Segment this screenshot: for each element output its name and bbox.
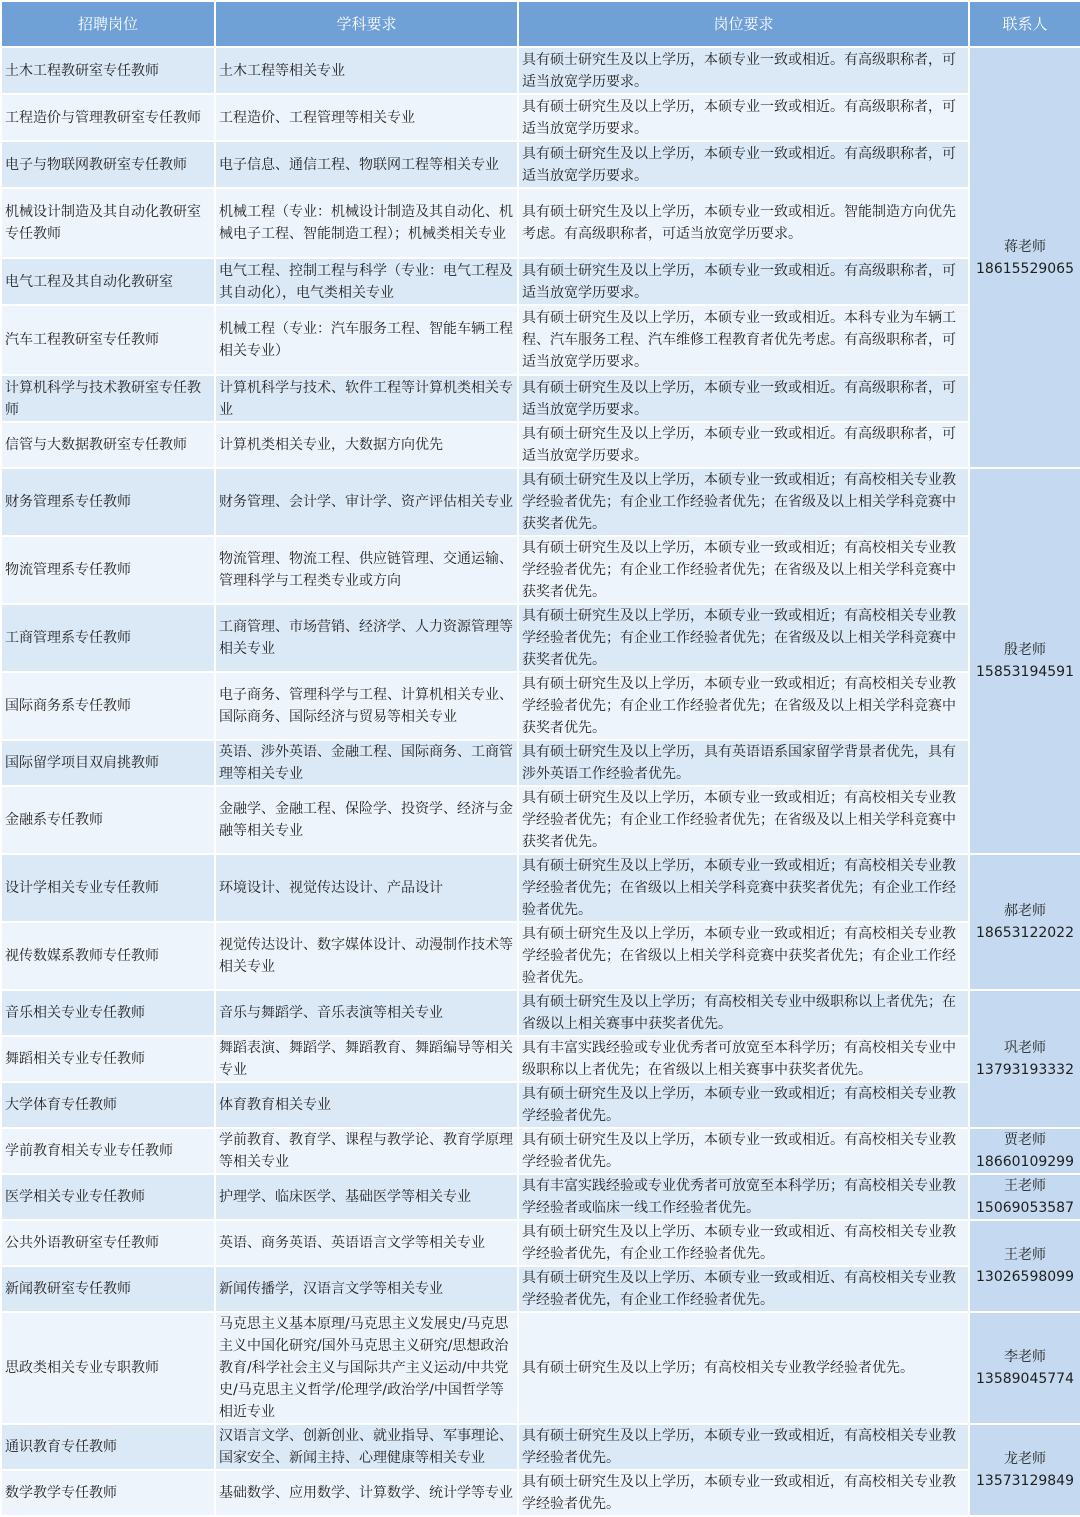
header-requirement: 岗位要求 [518,1,969,47]
discipline-cell: 英语、涉外英语、金融工程、国际商务、工商管理等相关专业 [215,740,518,786]
discipline-cell: 机械工程（专业：汽车服务工程、智能车辆工程相关专业） [215,305,518,375]
requirement-cell: 具有硕士研究生及以上学历，本硕专业一致或相近；有高校相关专业教学经验者优先；在省级以上相关学科竞赛中获奖者优先；有企业工作经验者优先。 [518,854,969,922]
position-cell: 大学体育专任教师 [1,1082,215,1128]
contact-cell [969,1312,1080,1424]
requirement-cell: 具有硕士研究生及以上学历、本硕专业一致或相近、有高校相关专业教学经验者优先，有企业工作经验者优先。 [518,1220,969,1266]
table-row [1,1220,1080,1266]
requirement-cell: 具有硕士研究生及以上学历，本硕专业一致或相近；有高校相关专业教学经验者优先；有企业工作经验者优先；在省级及以上相关学科竞赛中获奖者优先。 [518,468,969,536]
header-contact: 联系人 [969,1,1080,47]
contact-name: 郝老师 [1004,903,1046,919]
table-row [1,468,1080,536]
requirement-cell: 具有硕士研究生及以上学历，本硕专业一致或相近；有高校相关专业教学经验者优先；有企业工作经验者优先；在省级及以上相关学科竞赛中获奖者优先。 [518,672,969,740]
table-row [1,1470,1080,1516]
table-row [1,141,1080,188]
table-row [1,1128,1080,1174]
table-row [1,990,1080,1036]
requirement-cell: 具有硕士研究生及以上学历，具有英语语系国家留学背景者优先，具有涉外英语工作经验者优先。 [518,740,969,786]
position-cell: 设计学相关专业专任教师 [1,854,215,922]
position-cell: 国际留学项目双肩挑教师 [1,740,215,786]
discipline-cell: 电子信息、通信工程、物联网工程等相关专业 [215,141,518,188]
position-cell: 音乐相关专业专任教师 [1,990,215,1036]
table-row [1,604,1080,672]
contact-cell [969,468,1080,854]
contact-phone: 13589045774 [976,1371,1074,1387]
contact-cell [969,1174,1080,1220]
table-row [1,1036,1080,1082]
contact-cell [969,47,1080,468]
position-cell: 思政类相关专业专职教师 [1,1312,215,1424]
position-cell: 财务管理系专任教师 [1,468,215,536]
discipline-cell: 工商管理、市场营销、经济学、人力资源管理等相关专业 [215,604,518,672]
table-row [1,305,1080,375]
contact-phone: 18660109299 [976,1154,1074,1170]
discipline-cell: 机械工程（专业：机械设计制造及其自动化、机械电子工程、智能制造工程）；机械类相关专业 [215,188,518,258]
table-row [1,740,1080,786]
header-position: 招聘岗位 [1,1,215,47]
requirement-cell: 具有硕士研究生及以上学历，本硕专业一致或相近。有高级职称者，可适当放宽学历要求。 [518,375,969,422]
discipline-cell: 金融学、金融工程、保险学、投资学、经济与金融等相关专业 [215,786,518,854]
position-cell: 电子与物联网教研室专任教师 [1,141,215,188]
discipline-cell: 学前教育、教育学、课程与教学论、教育学原理等相关专业 [215,1128,518,1174]
contact-cell [969,1128,1080,1174]
position-cell: 医学相关专业专任教师 [1,1174,215,1220]
discipline-cell: 物流管理、物流工程、供应链管理、交通运输、管理科学与工程类专业或方向 [215,536,518,604]
contact-phone: 15853194591 [976,664,1074,680]
position-cell: 土木工程教研室专任教师 [1,47,215,94]
discipline-cell: 视觉传达设计、数字媒体设计、动漫制作技术等相关专业 [215,922,518,990]
discipline-cell: 计算机类相关专业，大数据方向优先 [215,422,518,468]
requirement-cell: 具有硕士研究生及以上学历，本硕专业一致或相近；有高校相关专业教学经验者优先。 [518,1082,969,1128]
contact-name: 贾老师 [1004,1132,1046,1148]
table-row [1,1082,1080,1128]
discipline-cell: 电子商务、管理科学与工程、计算机相关专业、国际商务、国际经济与贸易等相关专业 [215,672,518,740]
requirement-cell: 具有硕士研究生及以上学历，本硕专业一致或相近；有高校相关专业教学经验者优先；在省级以上相关学科竞赛中获奖者优先；有企业工作经验者优先。 [518,922,969,990]
table-row [1,1174,1080,1220]
position-cell: 工程造价与管理教研室专任教师 [1,94,215,141]
header-discipline: 学科要求 [215,1,518,47]
table-row [1,1312,1080,1424]
contact-cell [969,854,1080,990]
contact-phone: 13026598099 [976,1269,1074,1285]
discipline-cell: 马克思主义基本原理/马克思主义发展史/马克思主义中国化研究/国外马克思主义研究/思想政治教育/科学社会主义与国际共产主义运动/中共党史/马克思主义哲学/伦理学/政治学/中国哲学等相近专业 [215,1312,518,1424]
discipline-cell: 基础数学、应用数学、计算数学、统计学等专业 [215,1470,518,1516]
position-cell: 舞蹈相关专业专任教师 [1,1036,215,1082]
table-body [1,47,1080,1516]
table-row [1,854,1080,922]
position-cell: 数学教学专任教师 [1,1470,215,1516]
contact-phone: 15069053587 [976,1200,1074,1216]
table-row [1,188,1080,258]
discipline-cell: 环境设计、视觉传达设计、产品设计 [215,854,518,922]
requirement-cell: 具有硕士研究生及以上学历，本硕专业一致或相近。有高级职称者，可适当放宽学历要求。 [518,422,969,468]
contact-cell [969,990,1080,1128]
requirement-cell: 具有硕士研究生及以上学历，本硕专业一致或相近；有高校相关专业教学经验者优先；有企业工作经验者优先；在省级及以上相关学科竞赛中获奖者优先。 [518,536,969,604]
contact-phone: 18653122022 [976,925,1074,941]
requirement-cell: 具有硕士研究生及以上学历，本硕专业一致或相近，有高校相关专业教学经验者优先。 [518,1424,969,1470]
discipline-cell: 英语、商务英语、英语语言文学等相关专业 [215,1220,518,1266]
requirement-cell: 具有硕士研究生及以上学历、本硕专业一致或相近、有高校相关专业教学经验者优先，有企业工作经验者优先。 [518,1266,969,1312]
position-cell: 金融系专任教师 [1,786,215,854]
position-cell: 新闻教研室专任教师 [1,1266,215,1312]
requirement-cell: 具有硕士研究生及以上学历，本硕专业一致或相近。有高级职称者，可适当放宽学历要求。 [518,94,969,141]
requirement-cell: 具有硕士研究生及以上学历，本硕专业一致或相近；有高校相关专业教学经验者优先；有企业工作经验者优先；在省级及以上相关学科竞赛中获奖者优先。 [518,604,969,672]
requirement-cell: 具有硕士研究生及以上学历，本硕专业一致或相近，有高校相关专业教学经验者优先。 [518,1470,969,1516]
table-row [1,786,1080,854]
requirement-cell: 具有硕士研究生及以上学历，本硕专业一致或相近。有高级职称者，可适当放宽学历要求。 [518,258,969,305]
discipline-cell: 舞蹈表演、舞蹈学、舞蹈教育、舞蹈编导等相关专业 [215,1036,518,1082]
requirement-cell: 具有硕士研究生及以上学历；有高校相关专业中级职称以上者优先；在省级以上相关赛事中获奖者优先。 [518,990,969,1036]
position-cell: 国际商务系专任教师 [1,672,215,740]
contact-cell [969,1220,1080,1312]
contact-name: 巩老师 [1004,1040,1046,1056]
requirement-cell: 具有丰富实践经验或专业优秀者可放宽至本科学历；有高校相关专业中级职称以上者优先；在省级以上相关赛事中获奖者优先。 [518,1036,969,1082]
requirement-cell: 具有硕士研究生及以上学历，本硕专业一致或相近。本科专业为车辆工程、汽车服务工程、汽车维修工程教育者优先考虑。有高级职称者，可适当放宽学历要求。 [518,305,969,375]
discipline-cell: 新闻传播学，汉语言文学等相关专业 [215,1266,518,1312]
contact-name: 王老师 [1004,1247,1046,1263]
discipline-cell: 汉语言文学、创新创业、就业指导、军事理论、国家安全、新闻主持、心理健康等相关专业 [215,1424,518,1470]
discipline-cell: 计算机科学与技术、软件工程等计算机类相关专业 [215,375,518,422]
table-row [1,258,1080,305]
table-row [1,47,1080,94]
position-cell: 电气工程及其自动化教研室 [1,258,215,305]
requirement-cell: 具有丰富实践经验或专业优秀者可放宽至本科学历；有高校相关专业教学经验者或临床一线工作经验者优先。 [518,1174,969,1220]
contact-name: 李老师 [1004,1349,1046,1365]
contact-phone: 18615529065 [976,260,1074,277]
contact-phone: 13573129849 [976,1473,1074,1489]
contact-name: 龙老师 [1004,1451,1046,1467]
table-row [1,94,1080,141]
table-row [1,672,1080,740]
contact-phone: 13793193332 [976,1062,1074,1078]
position-cell: 通识教育专任教师 [1,1424,215,1470]
position-cell: 视传数媒系教师专任教师 [1,922,215,990]
contact-name: 蒋老师 [1004,238,1046,255]
position-cell: 汽车工程教研室专任教师 [1,305,215,375]
contact-name: 殷老师 [1004,642,1046,658]
table-row [1,1266,1080,1312]
discipline-cell: 护理学、临床医学、基础医学等相关专业 [215,1174,518,1220]
requirement-cell: 具有硕士研究生及以上学历，本硕专业一致或相近。有高级职称者，可适当放宽学历要求。 [518,47,969,94]
contact-cell [969,1424,1080,1516]
position-cell: 学前教育相关专业专任教师 [1,1128,215,1174]
position-cell: 计算机科学与技术教研室专任教师 [1,375,215,422]
discipline-cell: 土木工程等相关专业 [215,47,518,94]
table-row [1,536,1080,604]
requirement-cell: 具有硕士研究生及以上学历，本硕专业一致或相近。有高校相关专业教学经验者优先。 [518,1128,969,1174]
discipline-cell: 财务管理、会计学、审计学、资产评估相关专业 [215,468,518,536]
table-row [1,422,1080,468]
discipline-cell: 电气工程、控制工程与科学（专业：电气工程及其自动化），电气类相关专业 [215,258,518,305]
table-row [1,375,1080,422]
requirement-cell: 具有硕士研究生及以上学历，本硕专业一致或相近；有高校相关专业教学经验者优先；有企业工作经验者优先；在省级及以上相关学科竞赛中获奖者优先。 [518,786,969,854]
position-cell: 公共外语教研室专任教师 [1,1220,215,1266]
discipline-cell: 体育教育相关专业 [215,1082,518,1128]
header-row [1,1,1080,47]
position-cell: 工商管理系专任教师 [1,604,215,672]
position-cell: 机械设计制造及其自动化教研室专任教师 [1,188,215,258]
requirement-cell: 具有硕士研究生及以上学历，本硕专业一致或相近。有高级职称者，可适当放宽学历要求。 [518,141,969,188]
contact-name: 王老师 [1004,1178,1046,1194]
position-cell: 信管与大数据教研室专任教师 [1,422,215,468]
position-cell: 物流管理系专任教师 [1,536,215,604]
requirement-cell: 具有硕士研究生及以上学历；有高校相关专业教学经验者优先。 [518,1312,969,1424]
table-row [1,922,1080,990]
discipline-cell: 工程造价、工程管理等相关专业 [215,94,518,141]
discipline-cell: 音乐与舞蹈学、音乐表演等相关专业 [215,990,518,1036]
table-row [1,1424,1080,1470]
requirement-cell: 具有硕士研究生及以上学历，本硕专业一致或相近。智能制造方向优先考虑。有高级职称者，可适当放宽学历要求。 [518,188,969,258]
